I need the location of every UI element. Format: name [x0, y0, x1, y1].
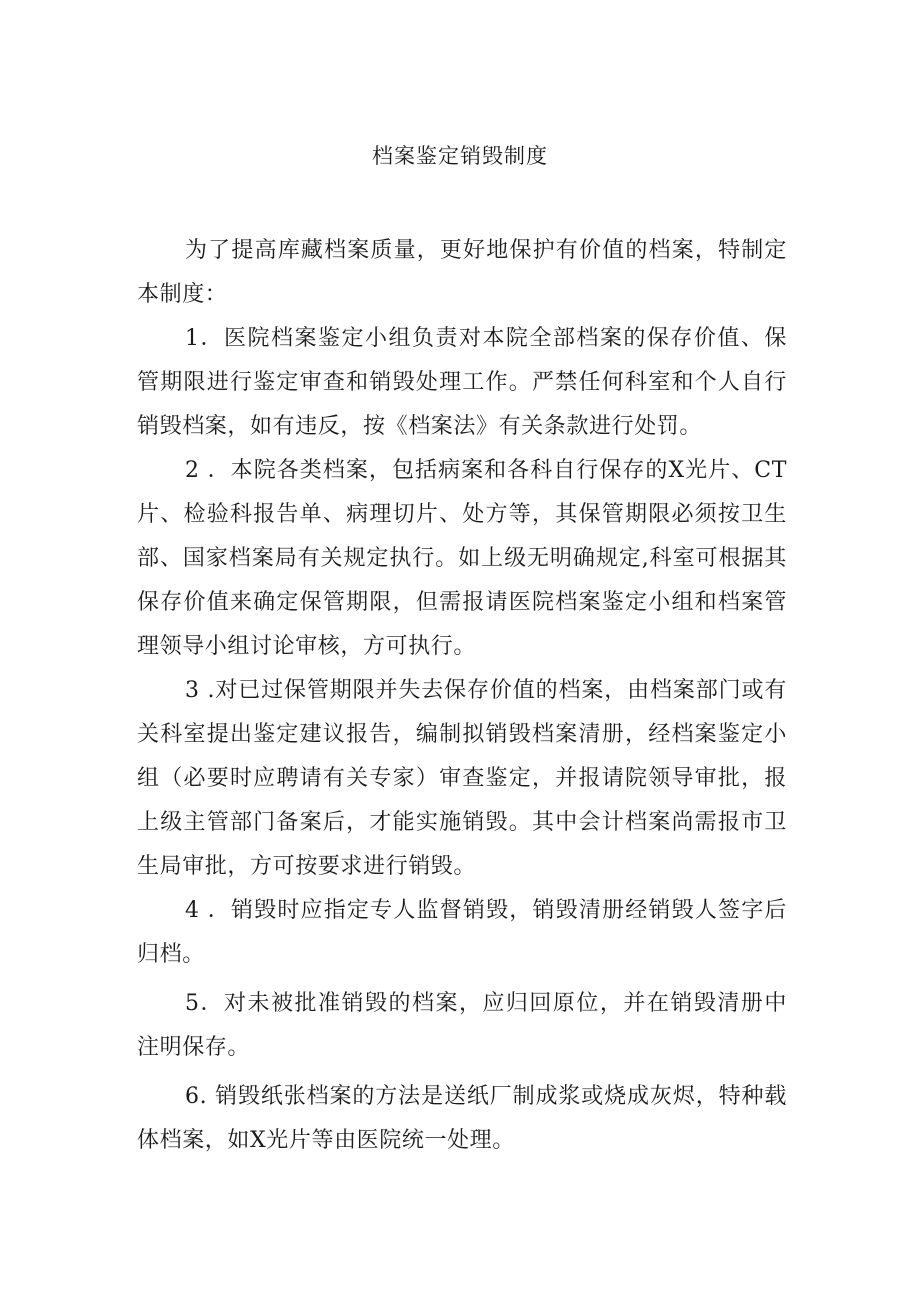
clause-6-paragraph: 6. 销毁纸张档案的方法是送纸厂制成浆或烧成灰烬，特种载体档案，如X光片等由医院统一处理。: [137, 1084, 787, 1153]
intro-paragraph: 为了提高库藏档案质量，更好地保护有价值的档案，特制定本制度：: [137, 238, 787, 307]
clause-3-paragraph: 3 .对已过保管期限并失去保存价值的档案，由档案部门或有关科室提出鉴定建议报告，编制拟销毁档案清册，经档案鉴定小组（必要时应聘请有关专家）审查鉴定，并报请院领导审批，报上级主管部门备案后，才能实施销毁。其中会计档案尚需报市卫生局审批，方可按要求进行销毁。: [137, 678, 787, 879]
clause-4-paragraph: 4 ．销毁时应指定专人监督销毁，销毁清册经销毁人签字后归档。: [137, 898, 787, 967]
document-body: [137, 229, 787, 1163]
document-title: 档案鉴定销毁制度: [372, 144, 548, 168]
clause-5-paragraph: 5．对未被批准销毁的档案，应归回原位，并在销毁清册中注明保存。: [137, 991, 787, 1060]
clause-1-paragraph: 1．医院档案鉴定小组负责对本院全部档案的保存价值、保管期限进行鉴定审查和销毁处理工作。严禁任何科室和个人自行销毁档案，如有违反，按《档案法》有关条款进行处罚。: [137, 326, 787, 439]
clause-2-paragraph: 2 ．本院各类档案，包括病案和各科自行保存的X光片、CT片、检验科报告单、病理切片、处方等，其保管期限必须按卫生部、国家档案局有关规定执行。如上级无明确规定,科室可根据其保存价值来确定保管期限，但需报请医院档案鉴定小组和档案管理领导小组讨论审核，方可执行。: [137, 458, 787, 659]
